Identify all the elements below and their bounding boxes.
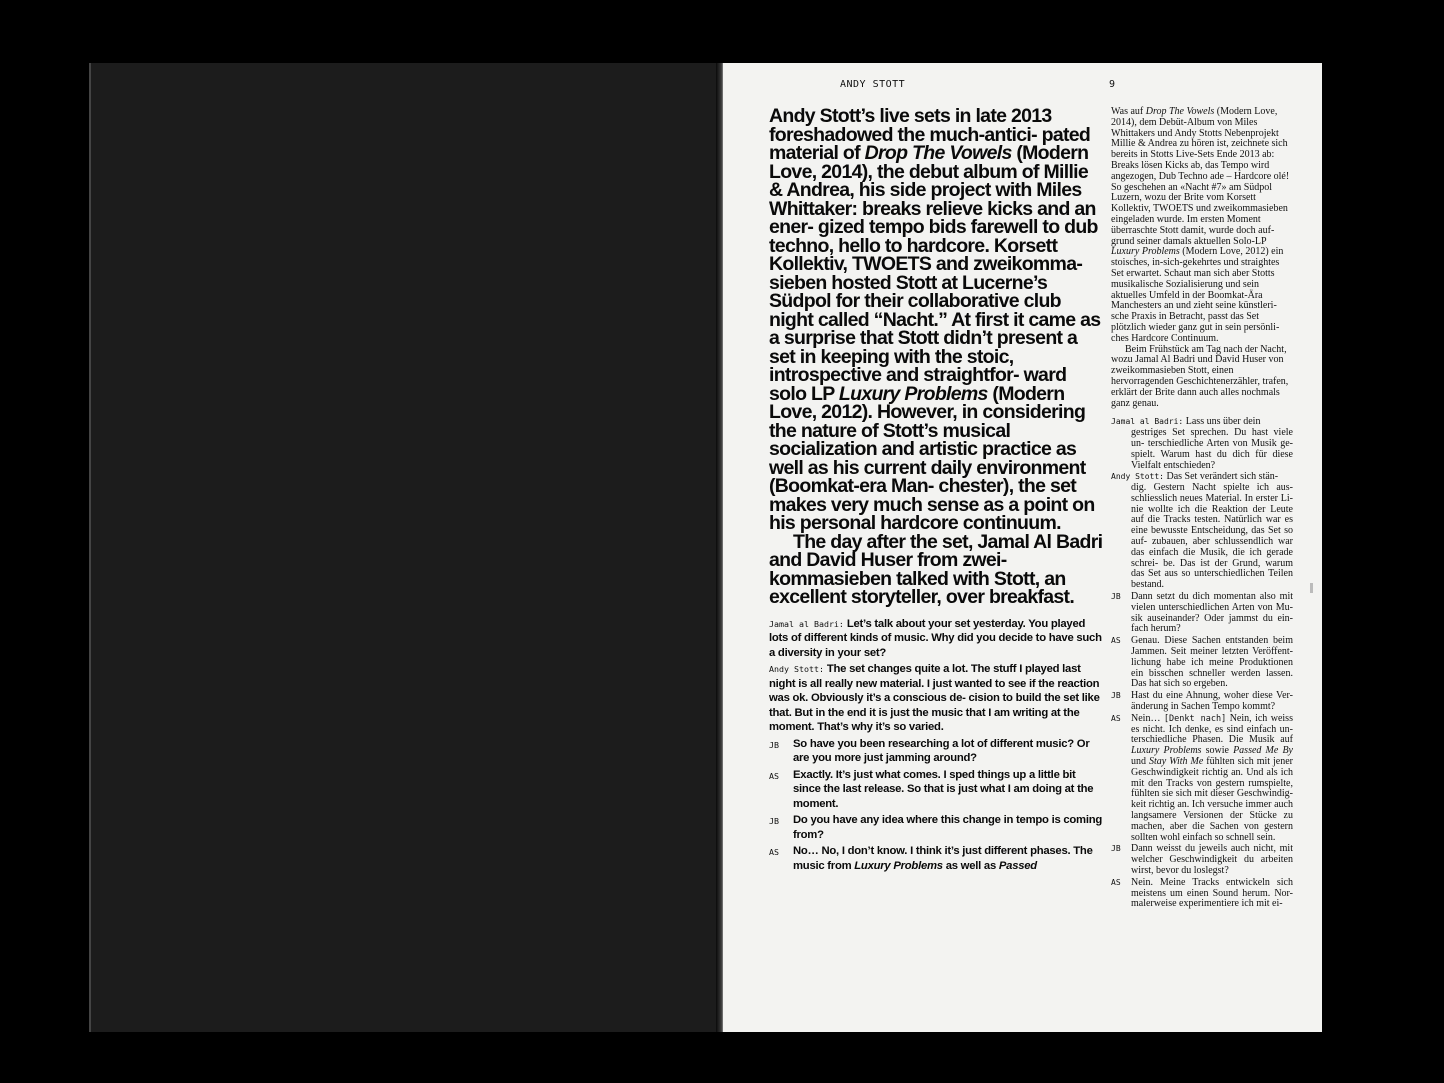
german-column	[1111, 107, 1293, 911]
speaker-label: Andy Stott:	[1111, 472, 1164, 482]
qa-entry: JB Do you have any idea where this change in tempo is coming from?	[769, 814, 1103, 841]
lead-paragraph-1: Andy Stott’s live sets in late 2013 foreshadowed the much-antici- pated material of Drop The Vowels (Modern Love, 2014), the debut album of Millie & Andrea, his side project with Miles Whittaker: breaks relieve kicks and an ener- gized tempo bids farewell to dub techno, hello to hardcore. Korsett Kollektiv, TWOETS and zweikomma- sieben hosted Stott at Lucerne’s Südpol for their collaborative club night called “Nacht.” At first it came as a surprise that Stott didn’t present a set in keeping with the stoic, introspective and straightfor- ward solo LP Luxury Problems (Modern Love, 2012). However, in considering the nature of Stott’s musical socialization and artistic practice as well as his current daily environment (Boomkat-era Man- chester), the set makes very much sense as a point on his personal hardcore continuum.	[769, 105, 1101, 534]
left-page-black	[89, 63, 721, 1032]
qa-entry: Andy Stott: The set changes quite a lot. The stuff I played last night is all really new material. I just wanted to see if the reaction was ok. Obviously it’s a conscious de- cision to build the set like that. But in the end it is just the music that I am writing at the moment. That’s why it’s so varied.	[769, 663, 1100, 733]
qa-entry: Jamal al Badri: Let’s talk about your set yesterday. You played lots of different kinds of music. Why did you decide to have such a diversity in your set?	[769, 617, 1102, 659]
qa-entry: Andy Stott: Das Set verändert sich stän- dig. Gestern Nacht spielte ich aus- schliesslich neues Material. In erster Li- nie wollte ich die Reaktion der Leute auf die Tracks testen. Natürlich war es eine bewusste Entscheidung, das Set so auf- zubauen, aber schlussendlich war das einfach die Musik, die ich gerade schrei- be. Das ist der Grund, warum das Set aus so unterschiedlichen Teilen bestand.	[1111, 471, 1293, 591]
left-page-edge	[89, 63, 91, 1032]
qa-entry: AS Exactly. It’s just what comes. I sped things up a little bit since the last release. So that is just what I am doing at the moment.	[769, 768, 1094, 810]
speaker-label: AS	[769, 770, 779, 781]
speaker-label: Jamal al Badri:	[1111, 417, 1184, 427]
qa-entry: JB So have you been researching a lot of different music? Or are you more just jamming around?	[769, 737, 1090, 764]
qa-entry: AS Nein… [Denkt nach] Nein, ich weiss es nicht. Ich denke, es sind einfach un- terschiedliche Phasen. Die Musik auf Luxury Problems sowie Passed Me By und Stay With Me fühlten sich mit jener Geschwindigkeit richtig an. Und als ich mit den Tracks von gestern rumspielte, fühlten sie sich mit dieser Geschwindig- keit richtig an. Ich versuche immer auch langsamere Versionen der Stücke zu machen, aber die Sachen von gestern sollten wohl einfach so schnell sein.	[1111, 712, 1293, 843]
right-page	[723, 63, 1322, 1032]
speaker-label: Andy Stott:	[769, 664, 824, 674]
album-title: Drop The Vowels	[864, 142, 1012, 164]
speaker-label: JB	[1111, 691, 1121, 701]
speaker-label: JB	[769, 816, 779, 826]
speaker-label: AS	[1111, 713, 1121, 723]
interview-german	[1111, 417, 1293, 910]
german-intro-paragraph-2: Beim Frühstück am Tag nach der Nacht, wozu Jamal Al Badri und David Huser von zweikommasieben Stott, einen hervorragenden Geschichtenerzähler, trafen, erklärt der Brite dann auch alles nochmals ganz genau.	[1111, 343, 1289, 409]
qa-entry: Jamal al Badri: Lass uns über dein gestriges Set sprechen. Du hast viele un- terschiedliche Arten von Musik ge- spielt. Warum hast du dich für diese Vielfalt entschieden?	[1111, 416, 1293, 471]
speaker-label: AS	[1111, 636, 1121, 646]
speaker-label: JB	[1111, 592, 1121, 602]
running-header-name: ANDY STOTT	[840, 79, 906, 90]
page-number: 9	[1109, 79, 1116, 90]
speaker-label: AS	[1111, 877, 1121, 887]
album-title: Luxury Problems	[838, 382, 988, 405]
qa-entry: AS Nein. Meine Tracks entwickeln sich meistens um einen Sound herum. Nor- malerweise experimentiere ich mit ei-	[1111, 876, 1293, 910]
german-intro-paragraph: Was auf Drop The Vowels (Modern Love, 2014), dem Debüt-Album von Miles Whittakers und Andy Stotts Nebenprojekt Millie & Andrea zu hören ist, zeichnete sich bereits in Stotts Live-Sets Ende 2013 ab: Breaks lösen Kicks ab, das Tempo wird angezogen, Dub Techno ade – Hardcore olé! So geschehen an «Nacht #7» am Südpol Luzern, wozu der Brite vom Korsett Kollektiv, TWOETS und zweikommasieben eingeladen wurde. Im ersten Moment überraschte Stott damit, wurde doch auf- grund seiner damals aktuellen Solo-LP Luxury Problems (Modern Love, 2012) ein stoisches, in-sich-gekehrtes und straightes Set erwartet. Schaut man sich aber Stotts musikalische Sozialisierung und sein aktuelles Umfeld in der Boomkat-Ära Manchesters an und zieht seine künstleri- sche Praxis in Betracht, passt das Set plötzlich wieder ganz gut in sein persönli- ches Hardcore Continuum.	[1111, 106, 1290, 344]
qa-entry: JB Dann weisst du jeweils auch nicht, mit welcher Geschwindigkeit du arbeiten wirst, bevor du loslegst?	[1111, 843, 1293, 876]
qa-entry: AS No… No, I don’t know. I think it’s just different phases. The music from Luxury Problems as well as Passed	[769, 845, 1093, 872]
speaker-label: JB	[1111, 844, 1121, 854]
qa-entry: JB Dann setzt du dich momentan also mit vielen unterschiedlichen Arten von Mu- sik auseinander? Oder jammst du ein- fach herum?	[1111, 591, 1293, 635]
page-edge-mark	[1310, 583, 1313, 593]
speaker-label: Jamal al Badri:	[769, 618, 844, 629]
qa-entry: JB Hast du eine Ahnung, woher diese Ver- änderung in Sachen Tempo kommt?	[1111, 690, 1293, 713]
speaker-label: AS	[769, 847, 779, 857]
english-column	[769, 107, 1103, 875]
lead-paragraph-2: The day after the set, Jamal Al Badri and David Huser from zwei- kommasieben talked with Stott, an excellent storyteller, over breakfast.	[769, 530, 1103, 608]
speaker-label: JB	[769, 739, 779, 750]
interview-english	[769, 617, 1103, 874]
qa-entry: AS Genau. Diese Sachen entstanden beim Jammen. Seit meiner letzten Veröffent- lichung habe ich meine Produktionen ein bisschen schneller werden lassen. Das hat sich so ergeben.	[1111, 635, 1293, 690]
stage-direction: [Denkt nach]	[1163, 713, 1227, 724]
